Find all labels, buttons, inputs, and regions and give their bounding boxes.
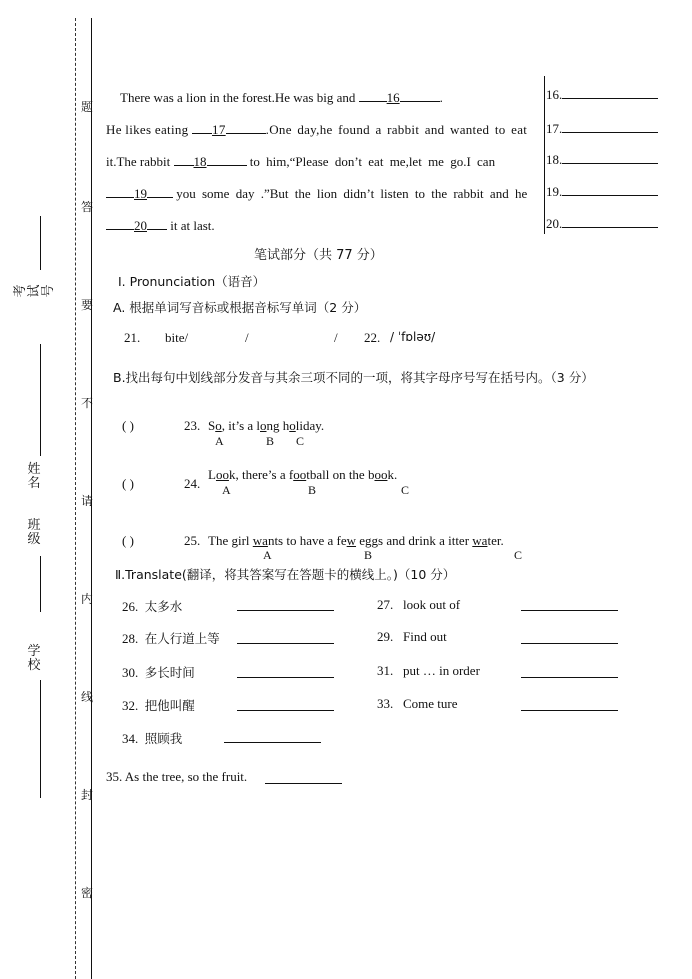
q21-word: bite/ [165, 330, 189, 345]
translate-item: 28. 在人行道上等 [122, 631, 220, 646]
answer-line[interactable] [237, 610, 334, 611]
answer-blank[interactable] [359, 91, 387, 102]
q25-paren[interactable]: ( ) [122, 533, 134, 548]
q24-paren[interactable]: ( ) [122, 476, 134, 491]
passage-line-1: There was a lion in the forest.He was big and 16 . [120, 90, 443, 105]
q21-number: 21. [124, 330, 141, 345]
exam-no-label: 考试号 [12, 284, 55, 298]
passage-text: He likes eating [106, 122, 189, 137]
translate-item: 33. Come ture [377, 696, 458, 711]
option-c-label: C [296, 434, 305, 448]
passage-line-4 [106, 186, 527, 202]
answer-line[interactable] [224, 742, 321, 743]
passage-text: it at last. [170, 218, 215, 233]
option-b-label: B [266, 434, 275, 448]
question-number: 17 [212, 122, 226, 137]
passage-line-3 [106, 154, 495, 170]
q23-number: 23. [184, 418, 201, 433]
option-c-label: C [401, 483, 410, 497]
translate-item: 31. put … in order [377, 663, 480, 678]
option-a-label: A [263, 548, 272, 562]
translate-item: 34. 照顾我 [122, 731, 183, 746]
answer-line[interactable] [265, 783, 342, 784]
margin-line-left [75, 18, 76, 979]
seal-char: 内 [80, 592, 93, 606]
answer-box-label: 17. [546, 121, 563, 136]
answer-line[interactable] [521, 610, 618, 611]
answer-line[interactable] [521, 710, 618, 711]
answer-box-divider [544, 76, 545, 234]
answer-box-row [546, 184, 658, 200]
seal-char: 密 [80, 886, 93, 900]
translate-item: 29. Find out [377, 629, 447, 644]
answer-box-blank[interactable] [562, 88, 658, 99]
question-number: 20 [134, 218, 147, 233]
translate-item: 27. look out of [377, 597, 461, 612]
class-label: 班级 [27, 517, 41, 546]
answer-box-row [546, 87, 658, 103]
q21-slash-end: / [334, 330, 338, 345]
answer-box-row [546, 121, 658, 137]
question-number: 18 [193, 154, 207, 169]
section1-part-b [113, 370, 623, 386]
answer-blank[interactable] [106, 187, 134, 198]
section2-heading: Ⅱ.Translate(翻译，将其答案写在答题卡的横线上。)（10 分） [115, 567, 456, 582]
answer-blank[interactable] [106, 219, 134, 230]
q24-number: 24. [184, 476, 201, 491]
seal-char: 要 [80, 298, 93, 312]
written-part-title: 笔试部分（共 77 分） [254, 248, 383, 263]
answer-box-blank[interactable] [562, 217, 658, 228]
answer-blank[interactable] [147, 219, 167, 230]
answer-box-label: 19. [546, 184, 563, 199]
translate-item: 30. 多长时间 [122, 665, 195, 680]
school-label: 学校 [27, 643, 41, 672]
answer-blank[interactable] [147, 187, 173, 198]
passage-text: it.The rabbit [106, 154, 171, 169]
q22-number: 22. [364, 330, 381, 345]
q23-paren[interactable]: ( ) [122, 418, 134, 433]
answer-blank[interactable] [192, 123, 212, 134]
q25-sentence: The girl wants to have a few eggs and drink a itter water. [208, 533, 504, 548]
q22-ipa: / ˈfɒləʊ/ [390, 330, 436, 344]
q25-number: 25. [184, 533, 201, 548]
name-field-line [40, 344, 41, 456]
answer-box-row [546, 216, 658, 232]
seal-char: 不 [80, 396, 93, 410]
answer-box-blank[interactable] [562, 122, 658, 133]
option-a-label: A [215, 434, 224, 448]
name-label: 姓名 [27, 461, 41, 490]
translate-item: 32. 把他叫醒 [122, 698, 195, 713]
passage-text: to him,“Please don’t eat me,let me go.I can [249, 154, 496, 169]
class-field-line [40, 556, 41, 612]
section1-part-a: A. 根据单词写音标或根据音标写单词（2 分） [113, 300, 367, 315]
answer-blank[interactable] [226, 123, 266, 134]
school-field-line [40, 680, 41, 798]
translate-item: 26. 太多水 [122, 599, 183, 614]
answer-box-row [546, 152, 658, 168]
option-b-label: B [364, 548, 373, 562]
question-number: 19 [134, 186, 147, 201]
question-number: 16 [386, 90, 400, 105]
seal-char: 线 [80, 690, 93, 704]
exam-no-field-line [40, 216, 41, 270]
option-b-label: B [308, 483, 317, 497]
answer-line[interactable] [521, 677, 618, 678]
answer-blank[interactable] [207, 155, 247, 166]
answer-blank[interactable] [400, 91, 440, 102]
passage-text: .One day,he found a rabbit and wanted to eat [265, 122, 528, 137]
q35-text: 35. As the tree, so the fruit. [106, 769, 248, 784]
answer-blank[interactable] [174, 155, 194, 166]
part-b-instructions: B.找出每句中划线部分发音与其余三项不同的一项，将其字母序号写在括号内。（3 分） [113, 370, 594, 385]
passage-text: you some day .”But the lion didn’t listen to the rabbit and he [176, 186, 528, 201]
answer-line[interactable] [237, 677, 334, 678]
seal-char: 答 [80, 200, 93, 214]
answer-box-label: 20. [546, 216, 563, 231]
answer-box-label: 18. [546, 152, 563, 167]
answer-box-blank[interactable] [562, 185, 658, 196]
passage-line-2 [106, 122, 527, 138]
seal-char: 封 [80, 788, 93, 802]
q23-sentence: So, it’s a long holiday. [208, 418, 325, 433]
answer-line[interactable] [237, 643, 334, 644]
passage-text: There was a lion in the forest.He was big and [120, 90, 356, 105]
section1-heading: Ⅰ. Pronunciation（语音） [118, 274, 266, 289]
q24-sentence: Look, there’s a football on the book. [208, 467, 398, 482]
answer-box-blank[interactable] [562, 153, 658, 164]
answer-line[interactable] [521, 643, 618, 644]
answer-line[interactable] [237, 710, 334, 711]
seal-char: 题 [80, 100, 93, 114]
seal-char: 请 [80, 494, 93, 508]
answer-box-label: 16. [546, 87, 563, 102]
option-c-label: C [514, 548, 523, 562]
q21-slash: / [245, 330, 249, 345]
option-a-label: A [222, 483, 231, 497]
passage-line-5 [106, 218, 215, 234]
